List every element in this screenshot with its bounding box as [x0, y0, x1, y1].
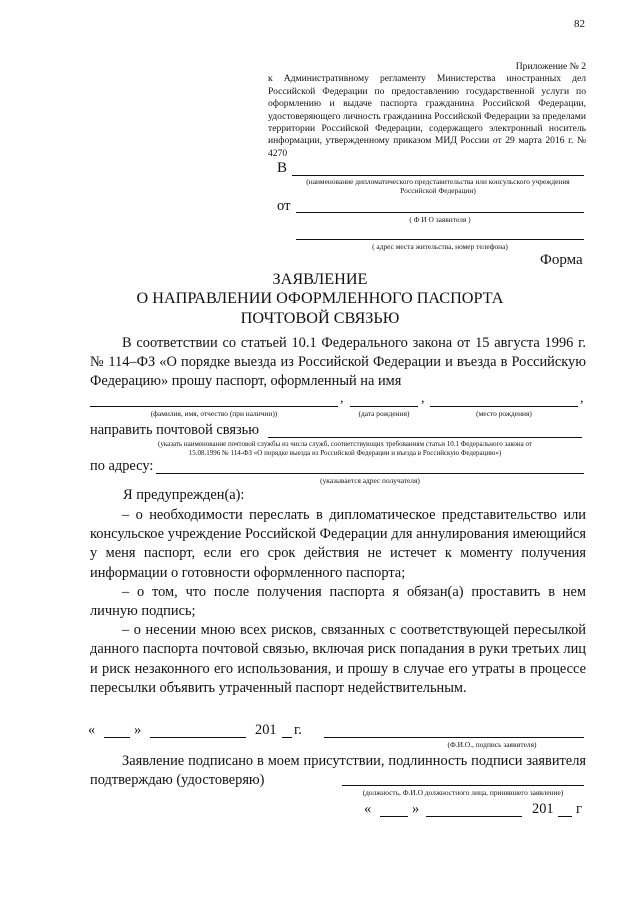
warned-heading: Я предупрежден(а):	[123, 487, 245, 503]
form-label: Форма	[540, 252, 583, 268]
to-caption-2: Российской Федерации)	[400, 186, 476, 195]
date2-day-line[interactable]	[380, 816, 408, 817]
date1-open: «	[88, 722, 96, 738]
from-prefix: от	[277, 198, 291, 214]
warned-list	[90, 506, 586, 698]
from-caption: ( Ф И О заявителя )	[409, 215, 471, 224]
address-field-line[interactable]	[296, 239, 584, 240]
to-prefix: В	[277, 160, 288, 176]
postal-field-line[interactable]	[268, 437, 582, 438]
fio-caption: (фамилия, имя, отчество (при наличии))	[150, 409, 278, 418]
date2-open: «	[364, 801, 372, 817]
certify-caption: (должность, Ф.И.О должностного лица, принявшего заявление)	[362, 788, 564, 797]
warned-item-2: – о том, что после получения паспорта я обязан(а) проставить в нем личную подпись;	[90, 583, 586, 620]
intro-paragraph: В соответствии со статьей 10.1 Федерального закона от 15 августа 1996 г. № 114–ФЗ «О порядке выезда из Российской Федерации и въезда в Российскую Федерацию» прошу паспорт, оформленный на имя	[90, 335, 586, 390]
doc-title-line-2: О НАПРАВЛЕНИИ ОФОРМЛЕННОГО ПАСПОРТА	[136, 289, 504, 307]
comma-2: ,	[421, 391, 425, 406]
recipient-caption: (указывается адрес получателя)	[320, 476, 420, 485]
date2-year-suffix: г	[576, 801, 582, 817]
doc-title-line-3: ПОЧТОВОЙ СВЯЗЬЮ	[240, 309, 400, 327]
from-field-line[interactable]	[296, 212, 584, 213]
date2-month-line[interactable]	[426, 816, 522, 817]
appendix-text: к Административному регламенту Министерства иностранных дел Российской Федерации по предоставлению государственной услуги по оформлению и выдаче паспорта гражданина Российской Федерации, удостоверяющего личность гражданина Российской Федерации за пределами территории Российской Федерации, содержащего электронный носитель информации, утвержденному приказом МИД России от 29 марта 2016 г. № 4270	[268, 73, 586, 159]
signature-caption: (Ф.И.О., подпись заявителя)	[447, 740, 537, 749]
doc-title-line-1: ЗАЯВЛЕНИЕ	[272, 270, 368, 288]
comma-3: ,	[580, 391, 584, 406]
signature-line[interactable]	[324, 737, 584, 738]
postal-caption-2: 15.08.1996 № 114-ФЗ «О порядке выезда из Российской Федерации и въезда в Российскую Федерацию»)	[188, 449, 502, 457]
date1-day-line[interactable]	[104, 737, 130, 738]
date2-close: »	[412, 801, 420, 817]
date1-close: »	[134, 722, 142, 738]
recipient-label: по адресу:	[90, 458, 154, 474]
certify-field-line[interactable]	[342, 785, 584, 786]
appendix-header	[268, 61, 586, 160]
certify-paragraph: Заявление подписано в моем присутствии, подлинность подписи заявителя подтверждаю (удостоверяю)	[90, 753, 586, 789]
address-caption: ( адрес места жительства, номер телефона)	[372, 242, 508, 251]
page-number: 82	[574, 18, 585, 30]
warned-item-3: – о несении мною всех рисков, связанных с соответствующей пересылкой данного паспорта почтовой связью, включая риск попадания в руки третьих лиц и риск незаконного его использования, и прошу в случае его утраты в процессе пересылки объявить утраченный паспорт недействительным.	[90, 622, 586, 696]
appendix-heading: Приложение № 2	[515, 61, 586, 72]
warned-item-1: – о необходимости переслать в дипломатическое представительство или консульское учреждение Российской Федерации для аннулирования имеющийся у меня паспорт, если его срок действия не истечет к моменту получения информации о готовности оформленного паспорта;	[90, 507, 586, 581]
postal-caption-1: (указать наименование почтовой службы из числа служб, соответствующих требованиям статьи 10.1 Федерального закона от	[158, 440, 532, 448]
to-caption-1: (наименование дипломатического представительства или консульского учреждения	[306, 177, 570, 186]
date2-year-line[interactable]	[558, 816, 572, 817]
date1-year-suffix: г.	[294, 722, 302, 738]
recipient-field-line[interactable]	[156, 473, 584, 474]
to-field-line[interactable]	[292, 175, 584, 176]
comma-1: ,	[340, 391, 344, 406]
birthplace-caption: (место рождения)	[476, 409, 532, 418]
postal-label: направить почтовой связью	[90, 422, 259, 438]
date2-year: 201	[532, 801, 554, 817]
birthdate-field-line[interactable]	[350, 406, 418, 407]
birthdate-caption: (дата рождения)	[358, 409, 410, 418]
birthplace-field-line[interactable]	[430, 406, 578, 407]
date1-year: 201	[255, 722, 277, 738]
fio-field-line[interactable]	[90, 406, 338, 407]
date1-month-line[interactable]	[150, 737, 246, 738]
date1-year-line[interactable]	[282, 737, 292, 738]
